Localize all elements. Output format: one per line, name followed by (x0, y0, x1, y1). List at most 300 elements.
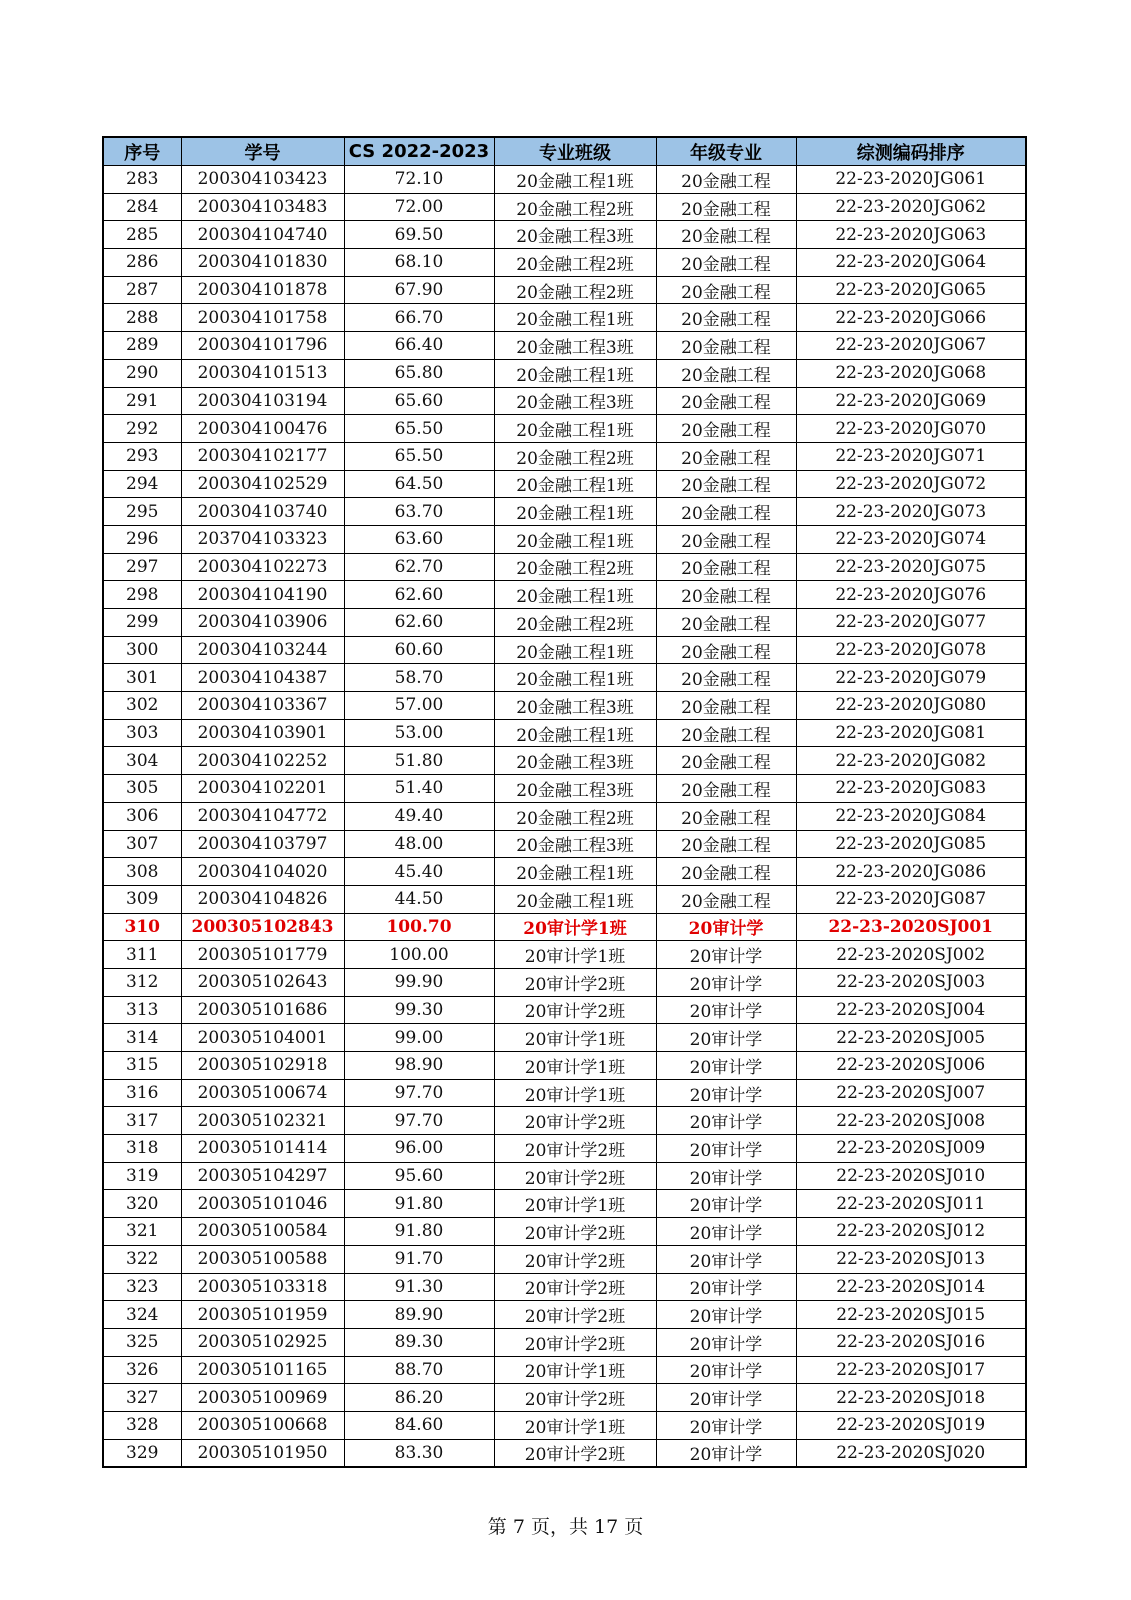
class-cell: 20审计学2班 (494, 1162, 656, 1190)
table-row (103, 553, 1026, 581)
grade-major-cell: 20审计学 (656, 1162, 796, 1190)
rank-code-cell: 22-23-2020SJ014 (796, 1273, 1026, 1301)
grade-major-cell: 20审计学 (656, 1245, 796, 1273)
grade-major-cell: 20金融工程 (656, 498, 796, 526)
class-cell: 20金融工程2班 (494, 553, 656, 581)
cs-score-cell: 83.30 (344, 1439, 494, 1467)
score-table (102, 136, 1027, 1468)
student-id-cell: 200305100668 (181, 1411, 344, 1439)
rank-code-cell: 22-23-2020SJ002 (796, 941, 1026, 969)
class-cell: 20审计学1班 (494, 1079, 656, 1107)
seq-cell: 304 (103, 747, 181, 775)
class-cell: 20审计学1班 (494, 1356, 656, 1384)
student-id-cell: 200304101796 (181, 332, 344, 360)
class-cell: 20金融工程2班 (494, 609, 656, 637)
grade-major-cell: 20金融工程 (656, 415, 796, 443)
class-cell: 20金融工程3班 (494, 830, 656, 858)
grade-major-cell: 20金融工程 (656, 332, 796, 360)
table-row (103, 332, 1026, 360)
class-cell: 20金融工程1班 (494, 858, 656, 886)
seq-cell: 293 (103, 442, 181, 470)
grade-major-cell: 20审计学 (656, 1052, 796, 1080)
cs-score-cell: 91.30 (344, 1273, 494, 1301)
rank-code-cell: 22-23-2020JG076 (796, 581, 1026, 609)
table-row (103, 802, 1026, 830)
grade-major-cell: 20金融工程 (656, 359, 796, 387)
rank-code-cell: 22-23-2020SJ001 (796, 913, 1026, 941)
table-row (103, 525, 1026, 553)
table-row (103, 304, 1026, 332)
cs-score-cell: 84.60 (344, 1411, 494, 1439)
rank-code-cell: 22-23-2020SJ016 (796, 1328, 1026, 1356)
table-row (103, 1273, 1026, 1301)
seq-cell: 322 (103, 1245, 181, 1273)
table-row (103, 913, 1026, 941)
rank-code-cell: 22-23-2020SJ009 (796, 1135, 1026, 1163)
grade-major-cell: 20审计学 (656, 1439, 796, 1467)
student-id-cell: 200304104387 (181, 664, 344, 692)
student-id-cell: 200304103367 (181, 692, 344, 720)
table-row (103, 470, 1026, 498)
student-id-cell: 203704103323 (181, 525, 344, 553)
rank-code-cell: 22-23-2020SJ005 (796, 1024, 1026, 1052)
table-row (103, 1384, 1026, 1412)
rank-code-cell: 22-23-2020JG087 (796, 885, 1026, 913)
grade-major-cell: 20审计学 (656, 1079, 796, 1107)
cs-score-cell: 63.70 (344, 498, 494, 526)
seq-cell: 310 (103, 913, 181, 941)
class-cell: 20金融工程1班 (494, 304, 656, 332)
grade-major-cell: 20金融工程 (656, 775, 796, 803)
student-id-cell: 200304101830 (181, 249, 344, 277)
header-row (103, 137, 1026, 166)
student-id-cell: 200304103194 (181, 387, 344, 415)
seq-cell: 288 (103, 304, 181, 332)
grade-major-cell: 20审计学 (656, 1356, 796, 1384)
student-id-cell: 200305104001 (181, 1024, 344, 1052)
class-cell: 20金融工程3班 (494, 332, 656, 360)
rank-code-cell: 22-23-2020JG064 (796, 249, 1026, 277)
grade-major-cell: 20金融工程 (656, 581, 796, 609)
seq-cell: 287 (103, 276, 181, 304)
table-row (103, 1024, 1026, 1052)
table-row (103, 996, 1026, 1024)
class-cell: 20金融工程1班 (494, 636, 656, 664)
table-body (103, 166, 1026, 1468)
seq-cell: 319 (103, 1162, 181, 1190)
grade-major-cell: 20金融工程 (656, 166, 796, 194)
student-id-cell: 200304104020 (181, 858, 344, 886)
header-grade-major: 年级专业 (656, 137, 796, 166)
table-row (103, 1190, 1026, 1218)
seq-cell: 309 (103, 885, 181, 913)
seq-cell: 311 (103, 941, 181, 969)
cs-score-cell: 53.00 (344, 719, 494, 747)
seq-cell: 285 (103, 221, 181, 249)
seq-cell: 299 (103, 609, 181, 637)
rank-code-cell: 22-23-2020JG075 (796, 553, 1026, 581)
student-id-cell: 200305101950 (181, 1439, 344, 1467)
student-id-cell: 200305101686 (181, 996, 344, 1024)
student-id-cell: 200305102843 (181, 913, 344, 941)
class-cell: 20金融工程2班 (494, 249, 656, 277)
class-cell: 20金融工程3班 (494, 221, 656, 249)
cs-score-cell: 97.70 (344, 1107, 494, 1135)
grade-major-cell: 20金融工程 (656, 276, 796, 304)
grade-major-cell: 20金融工程 (656, 193, 796, 221)
rank-code-cell: 22-23-2020JG077 (796, 609, 1026, 637)
seq-cell: 312 (103, 968, 181, 996)
cs-score-cell: 66.70 (344, 304, 494, 332)
student-id-cell: 200305101165 (181, 1356, 344, 1384)
grade-major-cell: 20审计学 (656, 1024, 796, 1052)
rank-code-cell: 22-23-2020SJ012 (796, 1218, 1026, 1246)
rank-code-cell: 22-23-2020JG080 (796, 692, 1026, 720)
cs-score-cell: 65.60 (344, 387, 494, 415)
cs-score-cell: 45.40 (344, 858, 494, 886)
rank-code-cell: 22-23-2020JG072 (796, 470, 1026, 498)
seq-cell: 302 (103, 692, 181, 720)
grade-major-cell: 20金融工程 (656, 249, 796, 277)
student-id-cell: 200305102321 (181, 1107, 344, 1135)
rank-code-cell: 22-23-2020SJ007 (796, 1079, 1026, 1107)
table-row (103, 858, 1026, 886)
cs-score-cell: 48.00 (344, 830, 494, 858)
table-row (103, 1162, 1026, 1190)
header-rank-code: 综测编码排序 (796, 137, 1026, 166)
rank-code-cell: 22-23-2020SJ004 (796, 996, 1026, 1024)
class-cell: 20金融工程2班 (494, 193, 656, 221)
seq-cell: 306 (103, 802, 181, 830)
rank-code-cell: 22-23-2020JG079 (796, 664, 1026, 692)
student-id-cell: 200304101758 (181, 304, 344, 332)
class-cell: 20审计学2班 (494, 1439, 656, 1467)
grade-major-cell: 20审计学 (656, 1328, 796, 1356)
seq-cell: 284 (103, 193, 181, 221)
class-cell: 20金融工程1班 (494, 498, 656, 526)
class-cell: 20金融工程2班 (494, 276, 656, 304)
student-id-cell: 200304104740 (181, 221, 344, 249)
table-row (103, 193, 1026, 221)
class-cell: 20金融工程1班 (494, 885, 656, 913)
student-id-cell: 200305100588 (181, 1245, 344, 1273)
grade-major-cell: 20金融工程 (656, 525, 796, 553)
cs-score-cell: 96.00 (344, 1135, 494, 1163)
cs-score-cell: 49.40 (344, 802, 494, 830)
student-id-cell: 200305104297 (181, 1162, 344, 1190)
cs-score-cell: 65.50 (344, 415, 494, 443)
grade-major-cell: 20金融工程 (656, 858, 796, 886)
table-row (103, 609, 1026, 637)
cs-score-cell: 89.90 (344, 1301, 494, 1329)
table-row (103, 387, 1026, 415)
cs-score-cell: 97.70 (344, 1079, 494, 1107)
seq-cell: 297 (103, 553, 181, 581)
grade-major-cell: 20审计学 (656, 1107, 796, 1135)
seq-cell: 313 (103, 996, 181, 1024)
class-cell: 20金融工程1班 (494, 470, 656, 498)
rank-code-cell: 22-23-2020SJ017 (796, 1356, 1026, 1384)
header-student-id: 学号 (181, 137, 344, 166)
class-cell: 20审计学2班 (494, 996, 656, 1024)
student-id-cell: 200304103797 (181, 830, 344, 858)
table-row (103, 830, 1026, 858)
grade-major-cell: 20金融工程 (656, 553, 796, 581)
grade-major-cell: 20金融工程 (656, 664, 796, 692)
rank-code-cell: 22-23-2020SJ015 (796, 1301, 1026, 1329)
rank-code-cell: 22-23-2020JG069 (796, 387, 1026, 415)
grade-major-cell: 20金融工程 (656, 442, 796, 470)
cs-score-cell: 86.20 (344, 1384, 494, 1412)
grade-major-cell: 20审计学 (656, 996, 796, 1024)
grade-major-cell: 20金融工程 (656, 885, 796, 913)
rank-code-cell: 22-23-2020JG067 (796, 332, 1026, 360)
student-id-cell: 200304102529 (181, 470, 344, 498)
rank-code-cell: 22-23-2020JG078 (796, 636, 1026, 664)
student-id-cell: 200305100674 (181, 1079, 344, 1107)
table-row (103, 1328, 1026, 1356)
student-id-cell: 200305100969 (181, 1384, 344, 1412)
table-row (103, 442, 1026, 470)
student-id-cell: 200304102252 (181, 747, 344, 775)
cs-score-cell: 91.70 (344, 1245, 494, 1273)
rank-code-cell: 22-23-2020JG070 (796, 415, 1026, 443)
cs-score-cell: 66.40 (344, 332, 494, 360)
cs-score-cell: 100.70 (344, 913, 494, 941)
class-cell: 20审计学2班 (494, 1273, 656, 1301)
class-cell: 20审计学2班 (494, 1328, 656, 1356)
seq-cell: 325 (103, 1328, 181, 1356)
grade-major-cell: 20审计学 (656, 941, 796, 969)
seq-cell: 314 (103, 1024, 181, 1052)
table-row (103, 166, 1026, 194)
rank-code-cell: 22-23-2020SJ008 (796, 1107, 1026, 1135)
seq-cell: 327 (103, 1384, 181, 1412)
table-row (103, 276, 1026, 304)
rank-code-cell: 22-23-2020SJ011 (796, 1190, 1026, 1218)
table-row (103, 775, 1026, 803)
grade-major-cell: 20审计学 (656, 913, 796, 941)
table-row (103, 1135, 1026, 1163)
student-id-cell: 200305100584 (181, 1218, 344, 1246)
rank-code-cell: 22-23-2020SJ006 (796, 1052, 1026, 1080)
cs-score-cell: 99.30 (344, 996, 494, 1024)
grade-major-cell: 20审计学 (656, 1190, 796, 1218)
cs-score-cell: 57.00 (344, 692, 494, 720)
cs-score-cell: 68.10 (344, 249, 494, 277)
class-cell: 20金融工程1班 (494, 664, 656, 692)
seq-cell: 291 (103, 387, 181, 415)
table-row (103, 1439, 1026, 1467)
table-row (103, 1052, 1026, 1080)
seq-cell: 296 (103, 525, 181, 553)
rank-code-cell: 22-23-2020SJ020 (796, 1439, 1026, 1467)
seq-cell: 300 (103, 636, 181, 664)
class-cell: 20金融工程1班 (494, 525, 656, 553)
rank-code-cell: 22-23-2020JG086 (796, 858, 1026, 886)
cs-score-cell: 72.00 (344, 193, 494, 221)
class-cell: 20审计学1班 (494, 941, 656, 969)
rank-code-cell: 22-23-2020JG083 (796, 775, 1026, 803)
class-cell: 20审计学1班 (494, 1024, 656, 1052)
seq-cell: 292 (103, 415, 181, 443)
table-row (103, 1218, 1026, 1246)
class-cell: 20金融工程1班 (494, 415, 656, 443)
student-id-cell: 200304101513 (181, 359, 344, 387)
table-row (103, 249, 1026, 277)
table-row (103, 1356, 1026, 1384)
table-row (103, 498, 1026, 526)
student-id-cell: 200305102918 (181, 1052, 344, 1080)
grade-major-cell: 20金融工程 (656, 692, 796, 720)
cs-score-cell: 64.50 (344, 470, 494, 498)
student-id-cell: 200304101878 (181, 276, 344, 304)
cs-score-cell: 91.80 (344, 1190, 494, 1218)
class-cell: 20金融工程2班 (494, 802, 656, 830)
student-id-cell: 200304103244 (181, 636, 344, 664)
table-row (103, 1301, 1026, 1329)
rank-code-cell: 22-23-2020SJ019 (796, 1411, 1026, 1439)
rank-code-cell: 22-23-2020JG074 (796, 525, 1026, 553)
rank-code-cell: 22-23-2020SJ018 (796, 1384, 1026, 1412)
student-id-cell: 200305101959 (181, 1301, 344, 1329)
table-row (103, 941, 1026, 969)
student-id-cell: 200304103906 (181, 609, 344, 637)
student-id-cell: 200304103423 (181, 166, 344, 194)
class-cell: 20金融工程3班 (494, 692, 656, 720)
cs-score-cell: 62.60 (344, 581, 494, 609)
student-id-cell: 200304102201 (181, 775, 344, 803)
rank-code-cell: 22-23-2020JG062 (796, 193, 1026, 221)
student-id-cell: 200304103740 (181, 498, 344, 526)
seq-cell: 298 (103, 581, 181, 609)
seq-cell: 301 (103, 664, 181, 692)
cs-score-cell: 72.10 (344, 166, 494, 194)
class-cell: 20审计学2班 (494, 1107, 656, 1135)
grade-major-cell: 20金融工程 (656, 830, 796, 858)
table-row (103, 968, 1026, 996)
class-cell: 20审计学2班 (494, 1301, 656, 1329)
rank-code-cell: 22-23-2020SJ010 (796, 1162, 1026, 1190)
class-cell: 20审计学2班 (494, 968, 656, 996)
seq-cell: 323 (103, 1273, 181, 1301)
rank-code-cell: 22-23-2020JG068 (796, 359, 1026, 387)
class-cell: 20金融工程2班 (494, 442, 656, 470)
class-cell: 20金融工程1班 (494, 719, 656, 747)
student-id-cell: 200305103318 (181, 1273, 344, 1301)
class-cell: 20审计学1班 (494, 1411, 656, 1439)
student-id-cell: 200304103901 (181, 719, 344, 747)
grade-major-cell: 20金融工程 (656, 387, 796, 415)
table-row (103, 885, 1026, 913)
seq-cell: 305 (103, 775, 181, 803)
seq-cell: 294 (103, 470, 181, 498)
cs-score-cell: 89.30 (344, 1328, 494, 1356)
seq-cell: 326 (103, 1356, 181, 1384)
cs-score-cell: 51.80 (344, 747, 494, 775)
grade-major-cell: 20审计学 (656, 1135, 796, 1163)
table-row (103, 415, 1026, 443)
grade-major-cell: 20金融工程 (656, 609, 796, 637)
grade-major-cell: 20审计学 (656, 1301, 796, 1329)
class-cell: 20审计学2班 (494, 1135, 656, 1163)
table-row (103, 747, 1026, 775)
header-cs-score: CS 2022-2023 (344, 137, 494, 166)
header-class: 专业班级 (494, 137, 656, 166)
cs-score-cell: 65.50 (344, 442, 494, 470)
seq-cell: 317 (103, 1107, 181, 1135)
seq-cell: 307 (103, 830, 181, 858)
grade-major-cell: 20金融工程 (656, 221, 796, 249)
table-row (103, 221, 1026, 249)
rank-code-cell: 22-23-2020JG084 (796, 802, 1026, 830)
cs-score-cell: 65.80 (344, 359, 494, 387)
class-cell: 20金融工程3班 (494, 775, 656, 803)
seq-cell: 328 (103, 1411, 181, 1439)
class-cell: 20金融工程3班 (494, 747, 656, 775)
grade-major-cell: 20金融工程 (656, 636, 796, 664)
cs-score-cell: 88.70 (344, 1356, 494, 1384)
cs-score-cell: 98.90 (344, 1052, 494, 1080)
table-row (103, 1411, 1026, 1439)
table-row (103, 581, 1026, 609)
rank-code-cell: 22-23-2020SJ013 (796, 1245, 1026, 1273)
student-id-cell: 200304103483 (181, 193, 344, 221)
table-row (103, 1245, 1026, 1273)
grade-major-cell: 20审计学 (656, 968, 796, 996)
rank-code-cell: 22-23-2020JG085 (796, 830, 1026, 858)
seq-cell: 318 (103, 1135, 181, 1163)
seq-cell: 295 (103, 498, 181, 526)
student-id-cell: 200305101779 (181, 941, 344, 969)
cs-score-cell: 44.50 (344, 885, 494, 913)
grade-major-cell: 20审计学 (656, 1273, 796, 1301)
cs-score-cell: 51.40 (344, 775, 494, 803)
seq-cell: 316 (103, 1079, 181, 1107)
seq-cell: 329 (103, 1439, 181, 1467)
grade-major-cell: 20金融工程 (656, 802, 796, 830)
class-cell: 20金融工程1班 (494, 581, 656, 609)
rank-code-cell: 22-23-2020JG066 (796, 304, 1026, 332)
grade-major-cell: 20审计学 (656, 1384, 796, 1412)
student-id-cell: 200304104826 (181, 885, 344, 913)
class-cell: 20审计学1班 (494, 1052, 656, 1080)
rank-code-cell: 22-23-2020JG081 (796, 719, 1026, 747)
rank-code-cell: 22-23-2020JG063 (796, 221, 1026, 249)
seq-cell: 283 (103, 166, 181, 194)
seq-cell: 315 (103, 1052, 181, 1080)
cs-score-cell: 62.60 (344, 609, 494, 637)
table-row (103, 719, 1026, 747)
class-cell: 20金融工程1班 (494, 359, 656, 387)
grade-major-cell: 20金融工程 (656, 470, 796, 498)
student-id-cell: 200304102177 (181, 442, 344, 470)
class-cell: 20金融工程1班 (494, 166, 656, 194)
rank-code-cell: 22-23-2020JG061 (796, 166, 1026, 194)
page-footer: 第 7 页，共 17 页 (487, 1516, 644, 1538)
class-cell: 20审计学2班 (494, 1384, 656, 1412)
table-row (103, 1079, 1026, 1107)
class-cell: 20审计学2班 (494, 1218, 656, 1246)
seq-cell: 303 (103, 719, 181, 747)
cs-score-cell: 100.00 (344, 941, 494, 969)
class-cell: 20金融工程3班 (494, 387, 656, 415)
student-id-cell: 200304102273 (181, 553, 344, 581)
student-id-cell: 200305102925 (181, 1328, 344, 1356)
cs-score-cell: 63.60 (344, 525, 494, 553)
student-id-cell: 200305101414 (181, 1135, 344, 1163)
rank-code-cell: 22-23-2020JG082 (796, 747, 1026, 775)
